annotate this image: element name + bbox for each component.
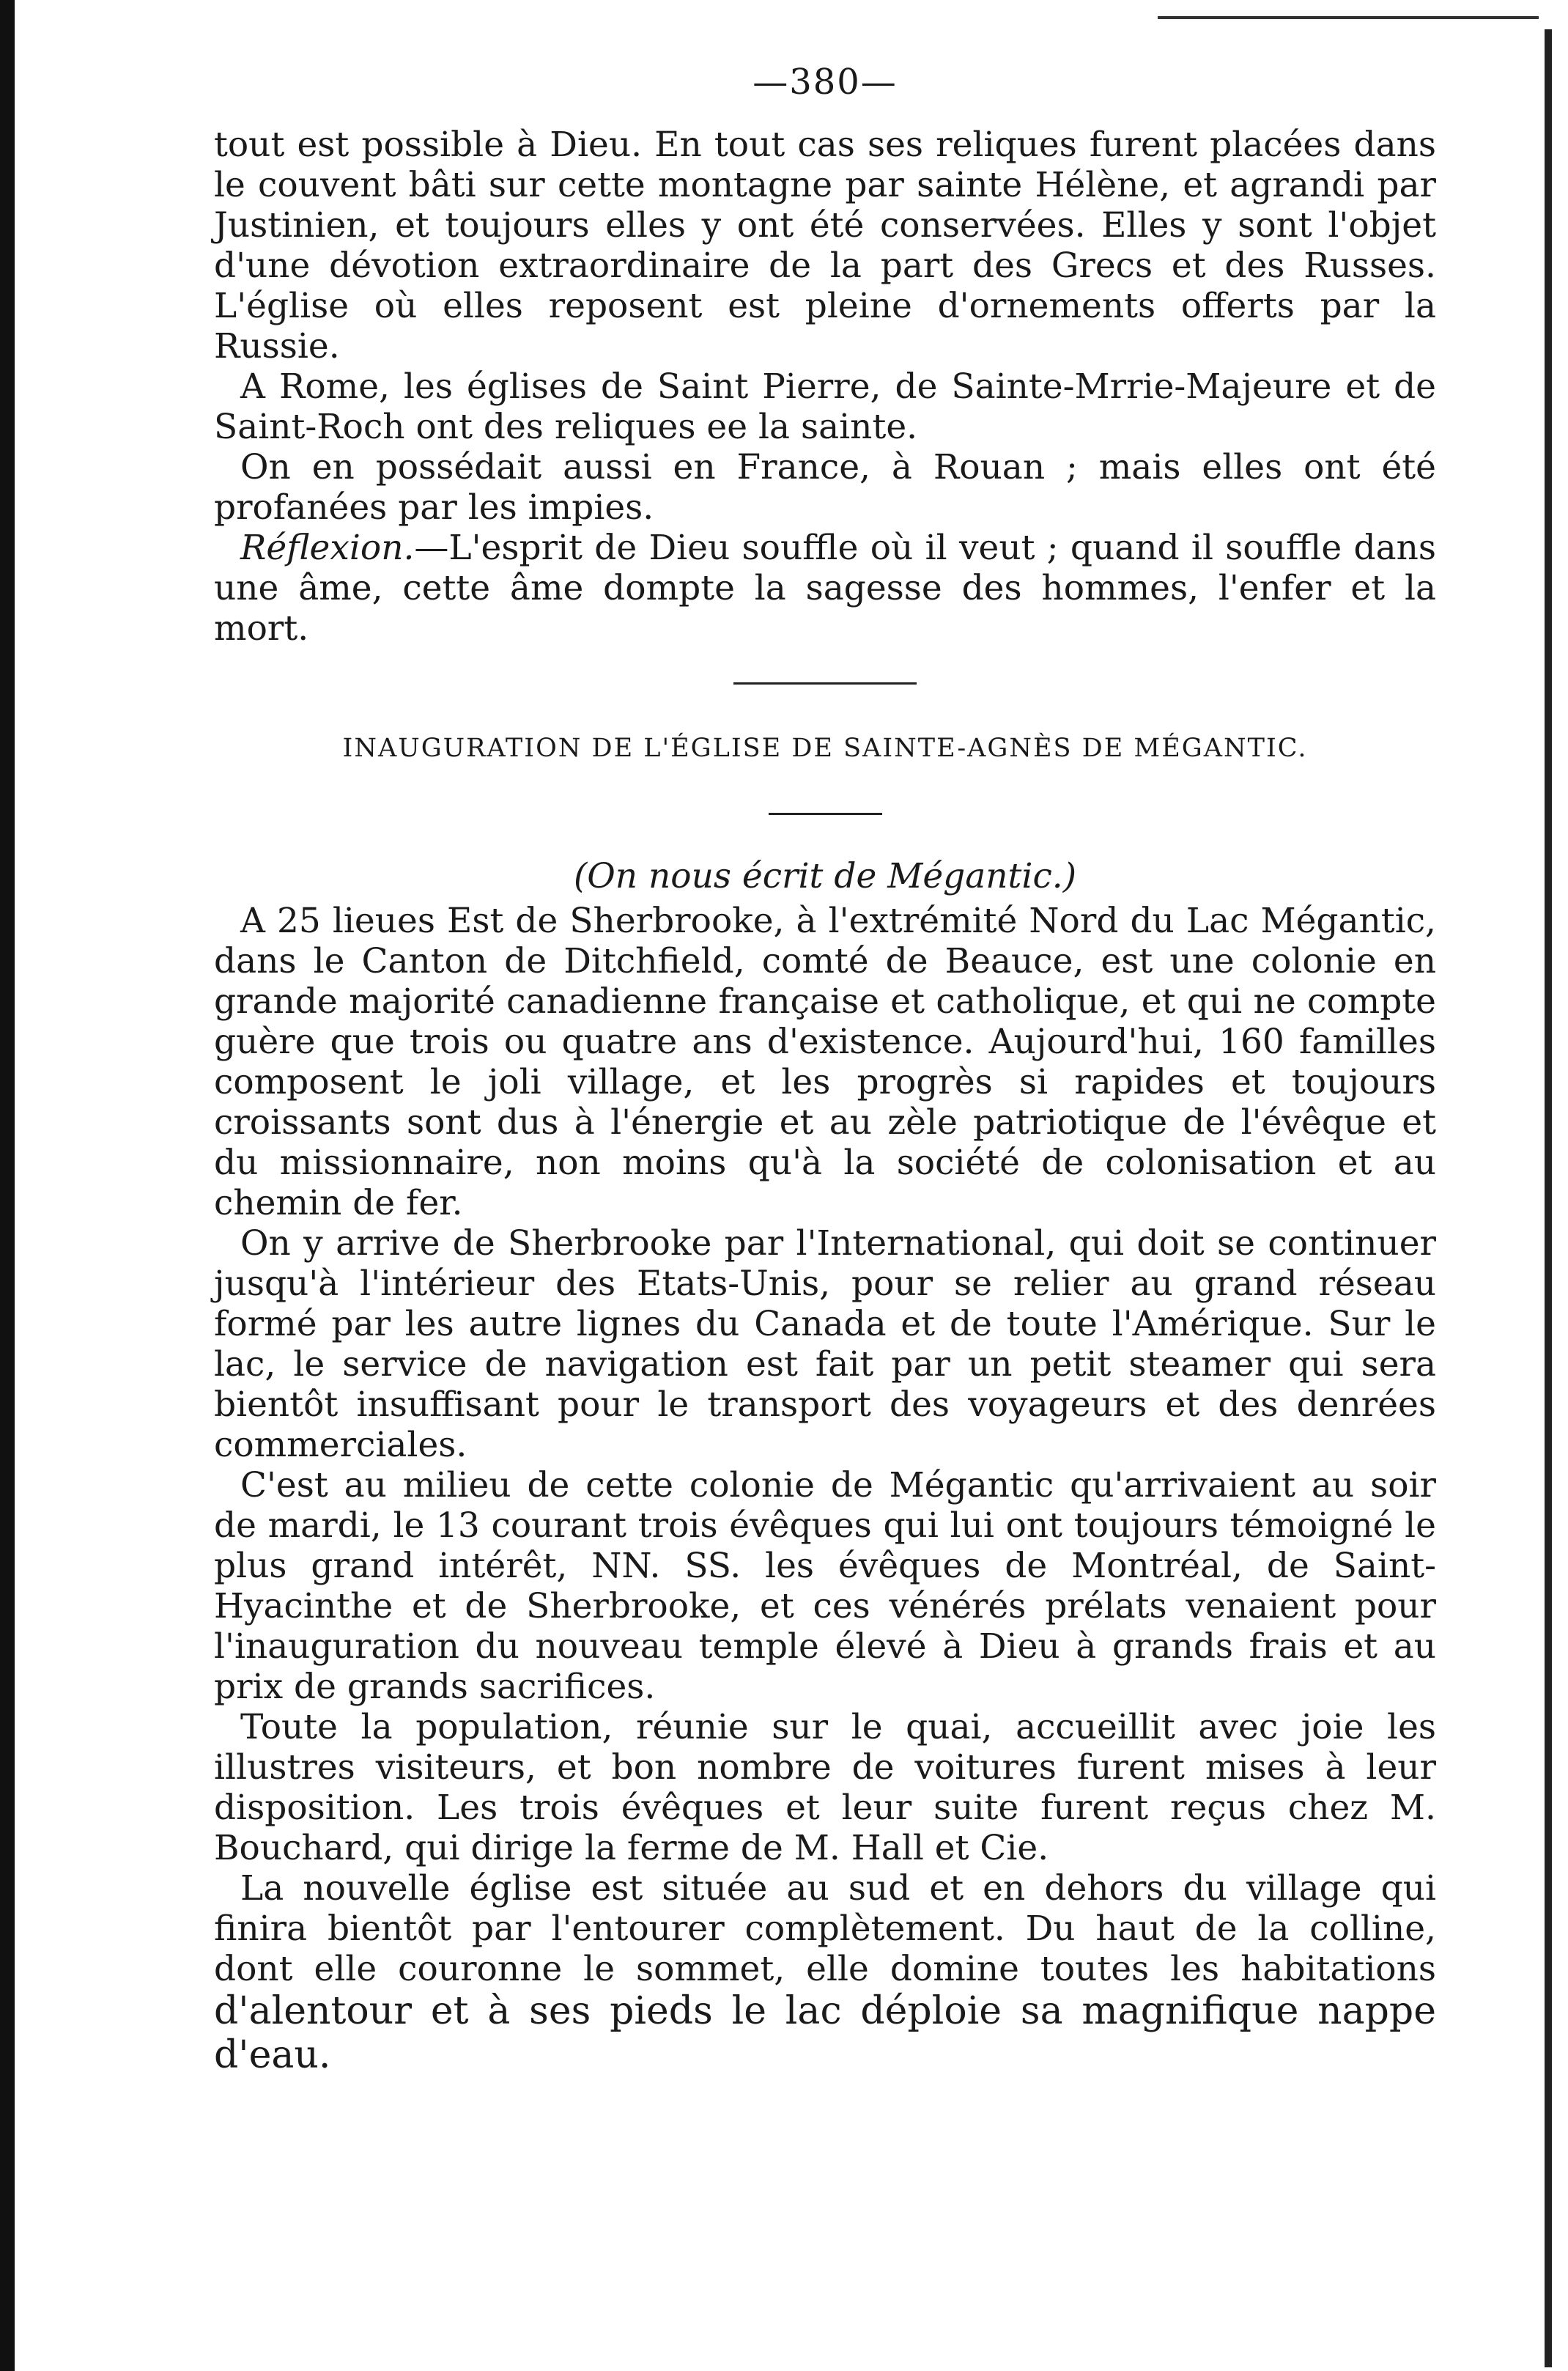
- paragraph-welcome: Toute la population, réunie sur le quai, accueillit avec joie les illustres visiteurs, et bon nombre de voitures furent mises à leur disposition. Les trois évêques et leur suite furent reçus chez M. Bouchard, qui dirige la ferme de M. Hall et Cie.: [214, 1707, 1436, 1868]
- church-last-line: d'alentour et à ses pieds le lac déploie sa magnifique nappe d'eau.: [214, 1989, 1436, 2077]
- paragraph-location: A 25 lieues Est de Sherbrooke, à l'extrémité Nord du Lac Mégantic, dans le Canton de Ditchfield, comté de Beauce, est une colonie en grande majorité canadienne française et catholique, et qui ne compte guère que trois ou quatre ans d'existence. Aujourd'hui, 160 familles composent le joli village, et les progrès si rapides et toujours croissants sont dus à l'énergie et au zèle patriotique de l'évêque et du missionnaire, non moins qu'à la société de colonisation et au chemin de fer.: [214, 901, 1436, 1223]
- section-title: INAUGURATION DE L'ÉGLISE DE SAINTE-AGNÈS DE MÉGANTIC.: [342, 734, 1308, 763]
- source-line: (On nous écrit de Mégantic.): [573, 856, 1077, 896]
- page-number: —380—: [752, 62, 898, 103]
- scan-top-rule: [1158, 16, 1539, 19]
- paragraph-rome: A Rome, les églises de Saint Pierre, de Sainte-Mrrie-Majeure et de Saint-Roch ont des reliques ee la sainte.: [214, 366, 1436, 447]
- scan-right-edge: [1545, 29, 1552, 2367]
- reflexion-text: —L'esprit de Dieu souffle où il veut ; quand il souffle dans une âme, cette âme dompte la sagesse des hommes, l'enfer et la mort.: [214, 528, 1436, 649]
- paragraph-bishops: C'est au milieu de cette colonie de Mégantic qu'arrivaient au soir de mardi, le 13 courant trois évêques qui lui ont toujours témoigné le plus grand intérêt, NN. SS. les évêques de Montréal, de Saint-Hyacinthe et de Sherbrooke, et ces vénérés prélats venaient pour l'inauguration du nouveau temple élevé à Dieu à grands frais et au prix de grands sacrifices.: [214, 1465, 1436, 1707]
- page-body: [214, 62, 1436, 2077]
- paragraph-continued: tout est possible à Dieu. En tout cas ses reliques furent placées dans le couvent bâti sur cette montagne par sainte Hélène, et agrandi par Justinien, et toujours elles y ont été conservées. Elles y sont l'objet d'une dévotion extraordinaire de la part des Grecs et des Russes. L'église où elles reposent est pleine d'ornements offerts par la Russie.: [214, 125, 1436, 366]
- section-separator: [733, 682, 917, 685]
- paragraph-church: [214, 1868, 1436, 2077]
- paragraph-access: On y arrive de Sherbrooke par l'International, qui doit se continuer jusqu'à l'intérieur des Etats-Unis, pour se relier au grand réseau formé par les autre lignes du Canada et de toute l'Amérique. Sur le lac, le service de navigation est fait par un petit steamer qui sera bientôt insuffisant pour le transport des voyageurs et des denrées commerciales.: [214, 1223, 1436, 1465]
- church-text: La nouvelle église est située au sud et en dehors du village qui finira bientôt par l'entourer complètement. Du haut de la colline, dont elle couronne le sommet, elle domine toutes les habitations: [214, 1868, 1436, 1989]
- reflexion-label: Réflexion.: [240, 528, 415, 568]
- title-separator: [769, 813, 882, 815]
- paragraph-reflexion: [214, 528, 1436, 649]
- scan-left-edge: [0, 0, 15, 2371]
- paragraph-france: On en possédait aussi en France, à Rouan ; mais elles ont été profanées par les impies.: [214, 447, 1436, 528]
